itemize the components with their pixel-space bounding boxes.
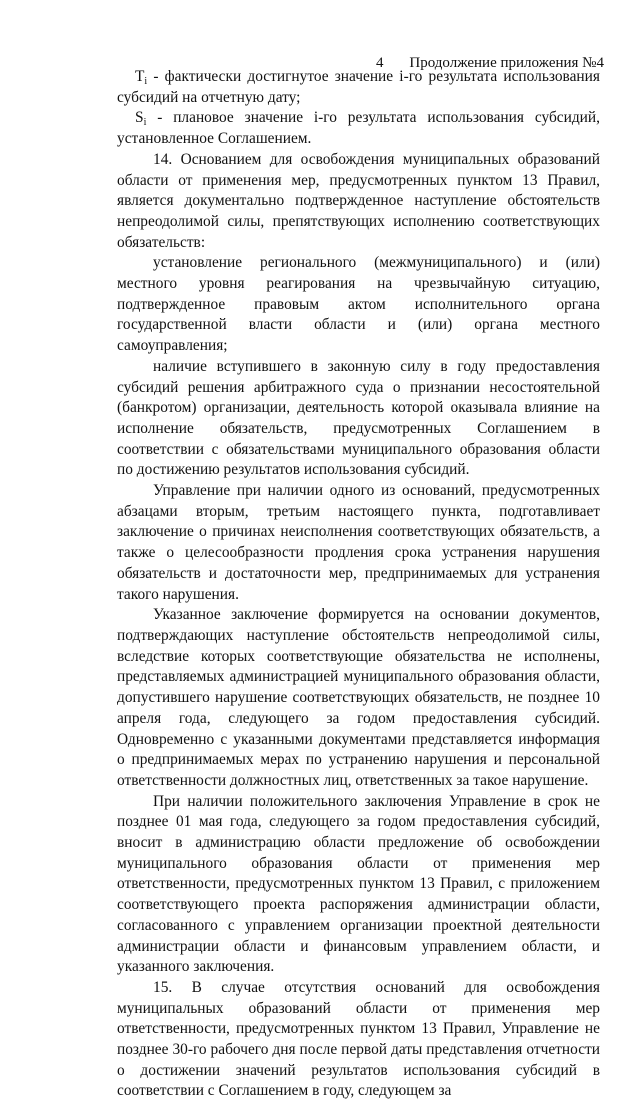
paragraph-text: - фактически достигнутое значение i-го результата использования субсидий на отчетную дату; — [117, 68, 600, 106]
page-number: 4 — [376, 55, 384, 71]
variable-t: T — [135, 68, 145, 85]
paragraph-14: 14. Основанием для освобождения муниципальных образований области от применения мер, предусмотренных пунктом 13 Правил, является документально подтвержденное наступление обстоятельств непреодолимой силы, препятствующих исполнению соответствующих обязательств: — [117, 150, 600, 251]
paragraph-conclusion-prep: Управление при наличии одного из оснований, предусмотренных абзацами вторым, третьим настоящего пункта, подготавливает заключение о причинах неисполнения соответствующих обязательств, а также о целесообразности продления срока устранения нарушения обязательств и достаточности мер, предпринимаемых для устранения такого нарушения. — [117, 482, 600, 603]
paragraph-text: - плановое значение i-го результата использования субсидий, установленное Соглашением. — [117, 109, 600, 148]
subscript-i: i — [144, 76, 148, 87]
paragraph-positive-conclusion: При наличии положительного заключения Управление в срок не позднее 01 мая года, следующего за годом предоставления субсидий, вносит в администрацию области предложение об освобождении муниципального образования области от применения мер ответственности, предусмотренных пунктом 13 Правил, с приложением соответствующего проекта распоряжения администрации области, согласованного с управлением организации проектной деятельности администрации области и финансовым управлением области, и указанного заключения. — [117, 792, 600, 976]
subscript-i: i — [143, 117, 147, 129]
variable-s: S — [135, 109, 144, 127]
paragraph-conclusion-basis: Указанное заключение формируется на основании документов, подтверждающих наступление обстоятельств непреодолимой силы, вследствие которых соответствующие обязательства не исполнены, представляемых администрацией муниципального образования области, допустившего нарушение соответствующих обязательств, не позднее 10 апреля года, следующего за годом предоставления субсидий. Одновременно с указанными документами представляется информация о предпринимаемых мерах по устранению нарушения и персональной ответственности должностных лиц, ответственных за такое нарушение. — [117, 606, 600, 789]
paragraph-emergency: установление регионального (межмуниципального) и (или) местного уровня реагирования на чрезвычайную ситуацию, подтвержденное правовым актом исполнительного органа государственной власти области и (или) органа местного самоуправления; — [117, 254, 600, 355]
paragraph-si-definition — [117, 108, 600, 149]
paragraph-court-decision: наличие вступившего в законную силу в году предоставления субсидий решения арбитражного суда о признании несостоятельной (банкротом) организации, деятельность которой оказывала влияние на исполнение обязательств, предусмотренных Соглашением в соответствии с обязательствами муниципального образования области по достижению результатов использования субсидий. — [117, 357, 600, 479]
paragraph-15: 15. В случае отсутствия оснований для освобождения муниципальных образований области от применения мер ответственности, предусмотренных пунктом 13 Правил, Управление не позднее 30-го рабочего дня после первой даты представления отчетности о достижении значений результатов использования субсидий в соответствии с Соглашением в году, следующем за — [117, 978, 600, 1100]
document-body — [117, 67, 600, 1102]
paragraph-ti-definition — [117, 67, 600, 108]
continuation-label: Продолжение приложения №4 — [409, 55, 604, 71]
